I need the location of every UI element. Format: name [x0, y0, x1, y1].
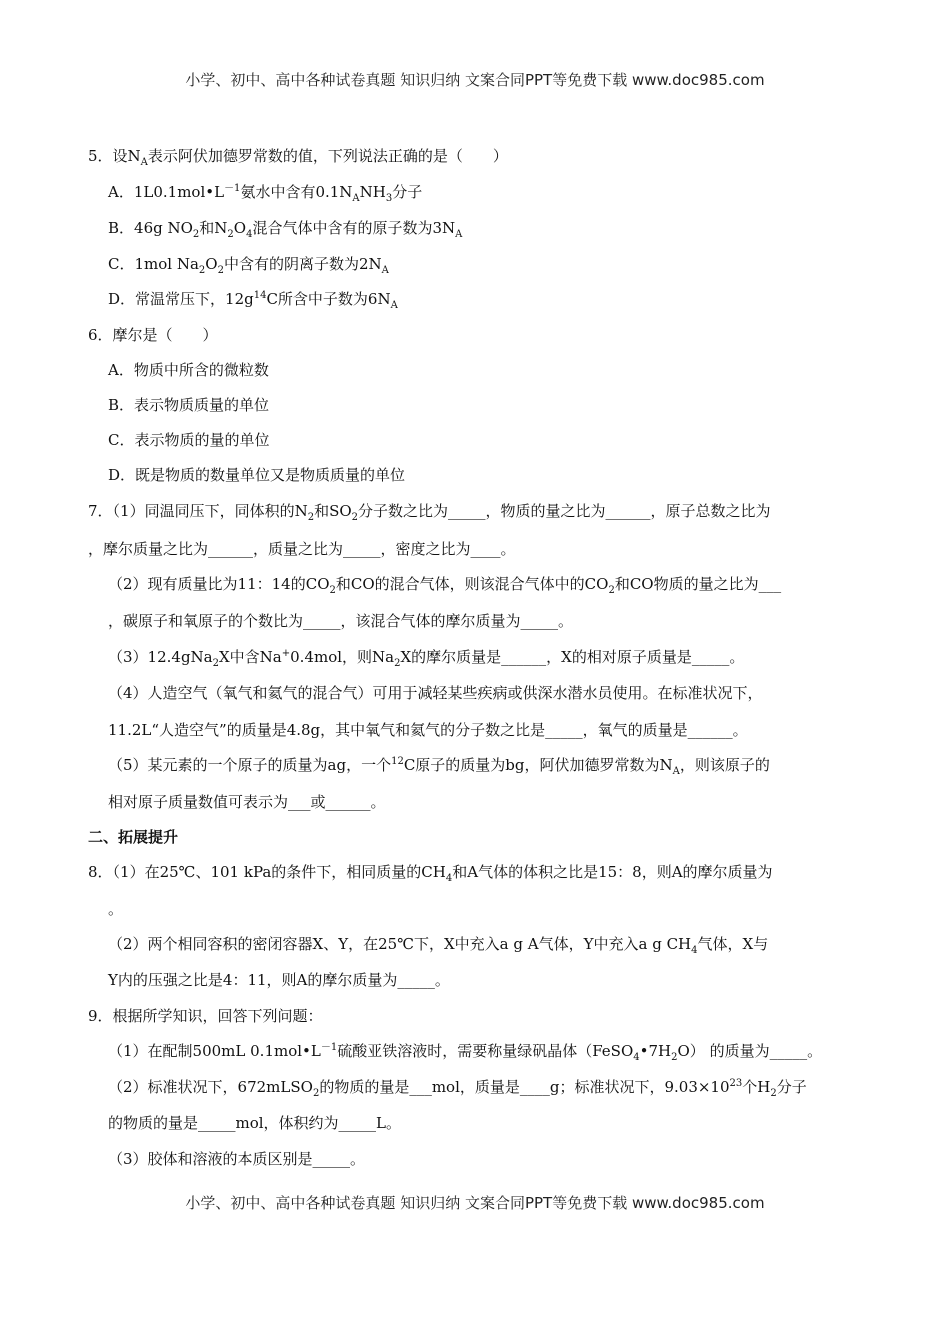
- q6-option-d: D．既是物质的数量单位又是物质质量的单位: [108, 466, 406, 484]
- q9-part2-line2: 的物质的量是_____mol，体积约为_____L。: [108, 1114, 402, 1132]
- q6-option-c: C．表示物质的量的单位: [108, 431, 270, 449]
- page-header: 小学、初中、高中各种试卷真题 知识归纳 文案合同PPT等免费下载 www.doc985.com: [185, 71, 765, 89]
- q9-part1: （1）在配制500mL $0.1mol•L^{-1}$硫酸亚铁溶液时，需要称量绿矾晶体$(FeSO_4•7H_2O)$ 的质量为_____。: [108, 1042, 823, 1063]
- q6-stem: 6．摩尔是（ ）: [88, 326, 218, 344]
- q8-part2-line2: Y内的压强之比是4：11，则A的摩尔质量为_____。: [108, 971, 450, 989]
- q6-option-a: A．物质中所含的微粒数: [108, 361, 269, 379]
- q7-part1-line2: ，摩尔质量之比为______，质量之比为_____，密度之比为____。: [88, 540, 516, 558]
- q7-part2-line2: ，碳原子和氧原子的个数比为_____，该混合气体的摩尔质量为_____。: [108, 612, 574, 630]
- q5-stem: 5．设$N_A$表示阿伏加德罗常数的值，下列说法正确的是（ ）: [88, 147, 508, 168]
- q5-option-d: D．常温常压下，$12g^{14}C$所含中子数为$6N_A$: [108, 290, 398, 311]
- q6-option-b: B．表示物质质量的单位: [108, 396, 270, 414]
- q5-option-a: A．$1L0.1mol•L^{-1}$氨水中含有$0.1N_ANH_3$分子: [108, 183, 423, 204]
- q7-part5-line2: 相对原子质量数值可表示为___或______。: [108, 793, 386, 811]
- section-heading: 二、拓展提升: [88, 828, 179, 846]
- q9-part3: （3）胶体和溶液的本质区别是_____。: [108, 1150, 366, 1168]
- q5-option-b: B．46g $NO_2$和$N_2O_4$混合气体中含有的原子数为$3N_A$: [108, 219, 463, 240]
- q7-part4-line1: （4）人造空气（氧气和氦气的混合气）可用于减轻某些疾病或供深水潜水员使用。在标准状况下，: [108, 684, 763, 702]
- q7-part3: （3）12.4gNa$_2$X中含Na+0.4mol，则$Na_2X$的摩尔质量是______，X的相对原子质量是_____。: [108, 648, 745, 669]
- q9-stem: 9．根据所学知识，回答下列问题：: [88, 1007, 323, 1025]
- q8-part2-line1: （2）两个相同容积的密闭容器X、Y，在25℃下，X中充入a g A气体，Y中充入a g $CH_4$气体，X与: [108, 935, 769, 956]
- q8-part1-line2: 。: [108, 900, 124, 918]
- q7-part1-line1: 7．（1）同温同压下，同体积的$N_2$和$SO_2$分子数之比为_____，物质的量之比为______，原子总数之比为: [88, 502, 771, 523]
- q5-option-c: C．1mol $Na_2O_2$中含有的阴离子数为$2N_A$: [108, 255, 389, 276]
- q7-part5-line1: （5）某元素的一个原子的质量为ag，一个$^{12}$C原子的质量为bg，阿伏加德罗常数为$N_A$，则该原子的: [108, 756, 770, 777]
- q7-part4-line2: 11.2L“人造空气”的质量是4.8g，其中氧气和氦气的分子数之比是_____，氧气的质量是______。: [108, 721, 748, 739]
- q7-part2-line1: （2）现有质量比为11：14的$CO_2$和CO的混合气体，则该混合气体中的$CO_2$和CO物质的量之比为___: [108, 575, 782, 596]
- q8-part1-line1: 8．（1）在25℃、101 kPa的条件下，相同质量的$CH_4$和A气体的体积之比是15：8，则A的摩尔质量为: [88, 863, 773, 884]
- q9-part2-line1: （2）标准状况下，672mLSO$_2$的物质的量是___mol，质量是____g；标准状况下，$9.03\times 10^{23}$个$H_2$分子: [108, 1078, 807, 1099]
- page-footer: 小学、初中、高中各种试卷真题 知识归纳 文案合同PPT等免费下载 www.doc985.com: [185, 1194, 765, 1212]
